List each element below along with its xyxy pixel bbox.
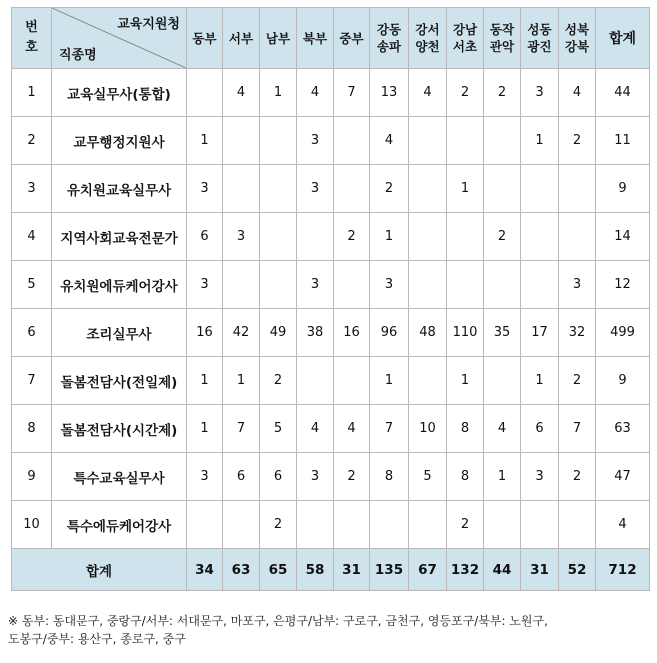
count-cell: 3 xyxy=(187,453,223,501)
count-cell: 7 xyxy=(223,405,260,453)
count-cell: 2 xyxy=(370,165,409,213)
total-cell: 34 xyxy=(187,549,223,591)
district-line2: 송파 xyxy=(376,39,402,54)
count-cell xyxy=(260,261,297,309)
row-number-cell: 6 xyxy=(12,309,52,357)
count-cell: 6 xyxy=(187,213,223,261)
count-cell xyxy=(334,165,370,213)
count-cell: 1 xyxy=(223,357,260,405)
job-header-label: 직종명 xyxy=(59,48,97,63)
count-cell: 4 xyxy=(559,69,596,117)
count-cell xyxy=(447,261,484,309)
row-number-cell: 8 xyxy=(12,405,52,453)
count-cell: 8 xyxy=(447,405,484,453)
job-name-cell: 교무행정지원사 xyxy=(52,117,187,165)
total-cell: 63 xyxy=(223,549,260,591)
district-line1: 성동 xyxy=(527,22,552,37)
count-cell: 42 xyxy=(223,309,260,357)
job-name-cell: 돌봄전담사(전일제) xyxy=(52,357,187,405)
footnote-line1: ※ 동부: 동대문구, 중랑구/서부: 서대문구, 마포구, 은평구/남부: 구로구, 금천구, 영등포구/북부: 노원구, xyxy=(8,614,548,628)
job-name-cell: 유치원교육실무사 xyxy=(52,165,187,213)
row-total-cell: 9 xyxy=(596,357,650,405)
count-cell xyxy=(187,69,223,117)
count-cell xyxy=(559,213,596,261)
district-header xyxy=(187,8,223,69)
district-line1: 성북 xyxy=(564,22,590,37)
count-cell: 7 xyxy=(334,69,370,117)
count-cell: 6 xyxy=(223,453,260,501)
count-cell: 1 xyxy=(521,357,559,405)
district-header xyxy=(297,8,334,69)
count-cell: 1 xyxy=(187,117,223,165)
job-name-cell: 특수에듀케어강사 xyxy=(52,501,187,549)
count-cell xyxy=(447,117,484,165)
count-cell: 1 xyxy=(187,405,223,453)
count-cell xyxy=(297,501,334,549)
totals-label: 합계 xyxy=(12,549,187,591)
district-header xyxy=(409,8,447,69)
totals-row xyxy=(12,549,650,591)
row-number-cell: 1 xyxy=(12,69,52,117)
table-row xyxy=(12,261,650,309)
office-header-label: 교육지원청 xyxy=(117,17,180,32)
count-cell xyxy=(521,165,559,213)
count-cell: 6 xyxy=(521,405,559,453)
row-number-header xyxy=(12,8,52,69)
count-cell xyxy=(297,213,334,261)
count-cell xyxy=(223,501,260,549)
count-cell: 7 xyxy=(370,405,409,453)
count-cell: 3 xyxy=(297,165,334,213)
count-cell xyxy=(260,213,297,261)
corner-header xyxy=(52,8,187,69)
count-cell: 16 xyxy=(187,309,223,357)
count-cell: 3 xyxy=(521,69,559,117)
table-row xyxy=(12,453,650,501)
total-cell: 44 xyxy=(484,549,521,591)
count-cell xyxy=(559,165,596,213)
count-cell xyxy=(484,261,521,309)
total-cell: 58 xyxy=(297,549,334,591)
district-header xyxy=(559,8,596,69)
table-row xyxy=(12,213,650,261)
count-cell xyxy=(223,261,260,309)
count-cell: 1 xyxy=(370,357,409,405)
count-cell xyxy=(409,165,447,213)
count-cell: 2 xyxy=(484,69,521,117)
count-cell xyxy=(484,165,521,213)
district-line1: 동부 xyxy=(192,30,217,46)
footnote-line2: 도봉구/중부: 용산구, 종로구, 중구 xyxy=(8,632,186,646)
count-cell: 3 xyxy=(297,117,334,165)
count-cell xyxy=(521,261,559,309)
count-cell: 1 xyxy=(187,357,223,405)
district-header xyxy=(521,8,559,69)
count-cell xyxy=(187,501,223,549)
district-line2: 강북 xyxy=(564,39,590,54)
row-total-cell: 63 xyxy=(596,405,650,453)
count-cell: 96 xyxy=(370,309,409,357)
count-cell xyxy=(409,117,447,165)
row-total-cell: 14 xyxy=(596,213,650,261)
district-line1: 서부 xyxy=(228,30,254,46)
count-cell xyxy=(521,213,559,261)
table-row xyxy=(12,165,650,213)
table-row xyxy=(12,405,650,453)
district-line2: 양천 xyxy=(415,39,440,54)
total-cell: 67 xyxy=(409,549,447,591)
count-cell xyxy=(334,117,370,165)
count-cell: 6 xyxy=(260,453,297,501)
count-cell: 10 xyxy=(409,405,447,453)
count-cell: 1 xyxy=(484,453,521,501)
count-cell xyxy=(484,357,521,405)
job-name-cell: 돌봄전담사(시간제) xyxy=(52,405,187,453)
grand-total-cell: 712 xyxy=(596,549,650,591)
count-cell xyxy=(447,213,484,261)
row-number-header-top: 번 xyxy=(25,20,38,35)
row-total-cell: 12 xyxy=(596,261,650,309)
row-number-cell: 3 xyxy=(12,165,52,213)
count-cell: 2 xyxy=(447,501,484,549)
district-header xyxy=(484,8,521,69)
count-cell: 16 xyxy=(334,309,370,357)
row-number-cell: 10 xyxy=(12,501,52,549)
row-number-cell: 9 xyxy=(12,453,52,501)
district-line1: 남부 xyxy=(265,30,291,46)
count-cell xyxy=(409,357,447,405)
table-row xyxy=(12,117,650,165)
count-cell xyxy=(334,357,370,405)
count-cell: 32 xyxy=(559,309,596,357)
district-header xyxy=(334,8,370,69)
row-total-cell: 9 xyxy=(596,165,650,213)
row-number-cell: 7 xyxy=(12,357,52,405)
district-header xyxy=(447,8,484,69)
count-cell: 35 xyxy=(484,309,521,357)
count-cell: 1 xyxy=(521,117,559,165)
count-cell xyxy=(521,501,559,549)
count-cell: 4 xyxy=(370,117,409,165)
row-total-cell: 44 xyxy=(596,69,650,117)
total-cell: 31 xyxy=(521,549,559,591)
district-line2: 관악 xyxy=(489,39,515,54)
count-cell: 8 xyxy=(447,453,484,501)
count-cell: 3 xyxy=(297,261,334,309)
count-cell xyxy=(223,165,260,213)
count-cell xyxy=(223,117,260,165)
job-name-cell: 조리실무사 xyxy=(52,309,187,357)
count-cell: 3 xyxy=(521,453,559,501)
count-cell xyxy=(334,261,370,309)
count-cell: 4 xyxy=(223,69,260,117)
count-cell: 3 xyxy=(223,213,260,261)
count-cell xyxy=(409,501,447,549)
count-cell: 4 xyxy=(297,405,334,453)
total-cell: 52 xyxy=(559,549,596,591)
count-cell: 2 xyxy=(260,501,297,549)
count-cell: 3 xyxy=(187,261,223,309)
row-total-cell: 11 xyxy=(596,117,650,165)
row-number-cell: 2 xyxy=(12,117,52,165)
table-body xyxy=(12,69,650,549)
table-row xyxy=(12,309,650,357)
count-cell: 7 xyxy=(559,405,596,453)
count-cell: 17 xyxy=(521,309,559,357)
count-cell xyxy=(297,357,334,405)
district-line1: 중부 xyxy=(339,30,364,46)
count-cell: 5 xyxy=(409,453,447,501)
count-cell: 5 xyxy=(260,405,297,453)
total-cell: 31 xyxy=(334,549,370,591)
total-cell: 65 xyxy=(260,549,297,591)
count-cell: 1 xyxy=(447,165,484,213)
count-cell xyxy=(559,501,596,549)
row-number-header-bottom: 호 xyxy=(25,40,38,55)
count-cell: 3 xyxy=(559,261,596,309)
total-column-header: 합계 xyxy=(596,8,650,69)
district-header xyxy=(370,8,409,69)
count-cell: 2 xyxy=(334,453,370,501)
count-cell: 2 xyxy=(559,357,596,405)
district-line2: 광진 xyxy=(527,39,552,54)
row-total-cell: 4 xyxy=(596,501,650,549)
row-number-cell: 5 xyxy=(12,261,52,309)
total-cell: 132 xyxy=(447,549,484,591)
count-cell: 2 xyxy=(447,69,484,117)
count-cell: 2 xyxy=(334,213,370,261)
count-cell xyxy=(370,501,409,549)
count-cell: 38 xyxy=(297,309,334,357)
count-cell: 3 xyxy=(370,261,409,309)
count-cell xyxy=(484,501,521,549)
count-cell: 2 xyxy=(559,453,596,501)
count-cell: 4 xyxy=(334,405,370,453)
count-cell: 2 xyxy=(484,213,521,261)
district-line1: 강남 xyxy=(452,22,478,37)
job-name-cell: 지역사회교육전문가 xyxy=(52,213,187,261)
count-cell: 8 xyxy=(370,453,409,501)
district-line1: 강서 xyxy=(415,22,440,37)
count-cell xyxy=(260,165,297,213)
row-number-cell: 4 xyxy=(12,213,52,261)
count-cell: 3 xyxy=(187,165,223,213)
count-cell: 3 xyxy=(297,453,334,501)
count-cell: 1 xyxy=(370,213,409,261)
table-row xyxy=(12,501,650,549)
table-row xyxy=(12,69,650,117)
footnote xyxy=(8,612,648,648)
district-header xyxy=(223,8,260,69)
job-name-cell: 교육실무사(통합) xyxy=(52,69,187,117)
count-cell: 110 xyxy=(447,309,484,357)
job-name-cell: 유치원에듀케어강사 xyxy=(52,261,187,309)
job-name-cell: 특수교육실무사 xyxy=(52,453,187,501)
count-cell: 48 xyxy=(409,309,447,357)
district-line2: 서초 xyxy=(452,39,478,54)
row-total-cell: 499 xyxy=(596,309,650,357)
count-cell: 1 xyxy=(260,69,297,117)
count-cell: 4 xyxy=(409,69,447,117)
count-cell: 2 xyxy=(559,117,596,165)
total-cell: 135 xyxy=(370,549,409,591)
staffing-table xyxy=(11,7,650,591)
count-cell xyxy=(334,501,370,549)
count-cell: 1 xyxy=(447,357,484,405)
row-total-cell: 47 xyxy=(596,453,650,501)
district-line1: 북부 xyxy=(302,30,328,46)
count-cell: 49 xyxy=(260,309,297,357)
count-cell xyxy=(409,213,447,261)
count-cell: 13 xyxy=(370,69,409,117)
district-line1: 강동 xyxy=(376,22,402,37)
count-cell: 4 xyxy=(484,405,521,453)
count-cell: 4 xyxy=(297,69,334,117)
district-line1: 동작 xyxy=(489,22,515,37)
count-cell xyxy=(484,117,521,165)
table-row xyxy=(12,357,650,405)
count-cell: 2 xyxy=(260,357,297,405)
count-cell xyxy=(409,261,447,309)
count-cell xyxy=(260,117,297,165)
district-header xyxy=(260,8,297,69)
header-row xyxy=(12,8,650,69)
